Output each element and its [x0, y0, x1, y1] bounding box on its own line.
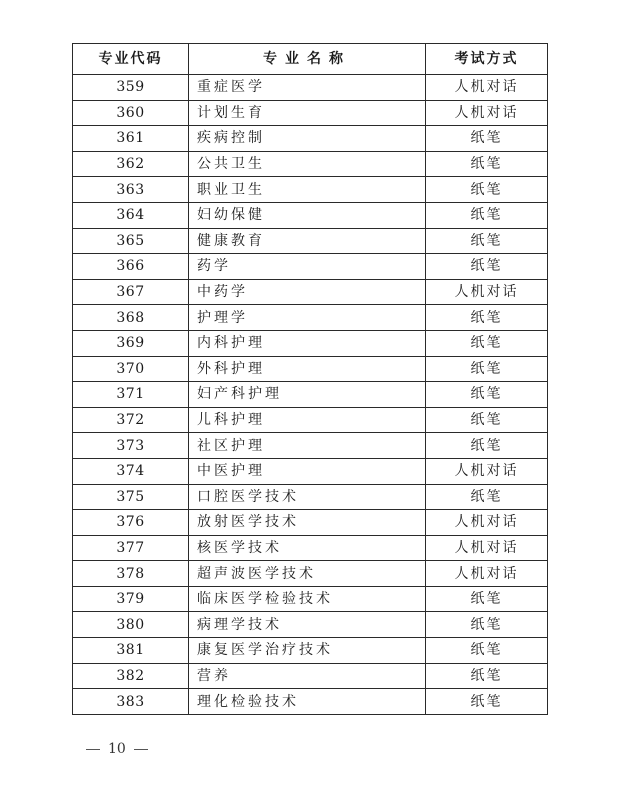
cell-mode: 纸笔	[426, 382, 548, 408]
cell-code: 369	[73, 330, 189, 356]
cell-code: 377	[73, 535, 189, 561]
cell-name: 临床医学检验技术	[189, 586, 426, 612]
cell-mode: 纸笔	[426, 228, 548, 254]
cell-mode: 纸笔	[426, 663, 548, 689]
table-row	[73, 279, 548, 305]
table-row	[73, 689, 548, 715]
cell-name: 药学	[189, 254, 426, 280]
cell-code: 378	[73, 561, 189, 587]
cell-mode: 纸笔	[426, 126, 548, 152]
cell-mode: 纸笔	[426, 305, 548, 331]
cell-mode: 纸笔	[426, 689, 548, 715]
table-row	[73, 612, 548, 638]
specialty-table-container	[72, 43, 547, 715]
cell-mode: 人机对话	[426, 535, 548, 561]
cell-code: 375	[73, 484, 189, 510]
table-row	[73, 663, 548, 689]
cell-name: 核医学技术	[189, 535, 426, 561]
table-row	[73, 100, 548, 126]
table-row	[73, 330, 548, 356]
page-footer	[86, 741, 148, 757]
cell-mode: 纸笔	[426, 407, 548, 433]
cell-code: 359	[73, 75, 189, 101]
cell-code: 380	[73, 612, 189, 638]
cell-code: 363	[73, 177, 189, 203]
cell-mode: 人机对话	[426, 75, 548, 101]
cell-name: 护理学	[189, 305, 426, 331]
cell-name: 放射医学技术	[189, 510, 426, 536]
cell-name: 口腔医学技术	[189, 484, 426, 510]
cell-name: 中药学	[189, 279, 426, 305]
cell-name: 重症医学	[189, 75, 426, 101]
header-name: 专业名称	[189, 44, 426, 75]
table-row	[73, 151, 548, 177]
cell-code: 382	[73, 663, 189, 689]
cell-name: 计划生育	[189, 100, 426, 126]
table-row	[73, 254, 548, 280]
table-row	[73, 535, 548, 561]
cell-code: 364	[73, 202, 189, 228]
cell-mode: 纸笔	[426, 612, 548, 638]
cell-code: 362	[73, 151, 189, 177]
cell-code: 365	[73, 228, 189, 254]
table-row	[73, 126, 548, 152]
cell-mode: 纸笔	[426, 433, 548, 459]
cell-code: 367	[73, 279, 189, 305]
cell-code: 371	[73, 382, 189, 408]
table-row	[73, 484, 548, 510]
cell-mode: 纸笔	[426, 356, 548, 382]
cell-mode: 纸笔	[426, 484, 548, 510]
table-row	[73, 561, 548, 587]
table-row	[73, 586, 548, 612]
dash-left	[86, 749, 100, 750]
table-row	[73, 177, 548, 203]
table-row	[73, 638, 548, 664]
cell-mode: 人机对话	[426, 561, 548, 587]
cell-name: 妇产科护理	[189, 382, 426, 408]
cell-name: 超声波医学技术	[189, 561, 426, 587]
header-code: 专业代码	[73, 44, 189, 75]
cell-mode: 人机对话	[426, 100, 548, 126]
cell-mode: 纸笔	[426, 151, 548, 177]
cell-mode: 纸笔	[426, 202, 548, 228]
cell-name: 儿科护理	[189, 407, 426, 433]
cell-code: 361	[73, 126, 189, 152]
header-mode: 考试方式	[426, 44, 548, 75]
cell-mode: 纸笔	[426, 330, 548, 356]
cell-code: 360	[73, 100, 189, 126]
table-row	[73, 356, 548, 382]
table-row	[73, 407, 548, 433]
cell-code: 372	[73, 407, 189, 433]
cell-name: 理化检验技术	[189, 689, 426, 715]
page-number: 10	[108, 741, 126, 757]
table-row	[73, 305, 548, 331]
cell-name: 职业卫生	[189, 177, 426, 203]
cell-code: 366	[73, 254, 189, 280]
table-row	[73, 382, 548, 408]
table-row	[73, 433, 548, 459]
cell-name: 康复医学治疗技术	[189, 638, 426, 664]
cell-code: 381	[73, 638, 189, 664]
table-row	[73, 228, 548, 254]
cell-name: 外科护理	[189, 356, 426, 382]
cell-name: 疾病控制	[189, 126, 426, 152]
cell-code: 370	[73, 356, 189, 382]
cell-mode: 人机对话	[426, 510, 548, 536]
cell-name: 病理学技术	[189, 612, 426, 638]
table-body	[73, 75, 548, 715]
cell-code: 368	[73, 305, 189, 331]
cell-code: 379	[73, 586, 189, 612]
cell-mode: 人机对话	[426, 458, 548, 484]
cell-name: 健康教育	[189, 228, 426, 254]
cell-name: 公共卫生	[189, 151, 426, 177]
cell-code: 383	[73, 689, 189, 715]
table-row	[73, 202, 548, 228]
cell-name: 社区护理	[189, 433, 426, 459]
cell-code: 373	[73, 433, 189, 459]
table-header-row	[73, 44, 548, 75]
cell-name: 内科护理	[189, 330, 426, 356]
specialty-table	[72, 43, 548, 715]
cell-code: 376	[73, 510, 189, 536]
cell-mode: 纸笔	[426, 177, 548, 203]
cell-name: 中医护理	[189, 458, 426, 484]
cell-mode: 人机对话	[426, 279, 548, 305]
table-row	[73, 75, 548, 101]
table-row	[73, 510, 548, 536]
table-row	[73, 458, 548, 484]
dash-right	[134, 749, 148, 750]
cell-mode: 纸笔	[426, 638, 548, 664]
cell-mode: 纸笔	[426, 254, 548, 280]
cell-mode: 纸笔	[426, 586, 548, 612]
cell-name: 营养	[189, 663, 426, 689]
cell-code: 374	[73, 458, 189, 484]
cell-name: 妇幼保健	[189, 202, 426, 228]
